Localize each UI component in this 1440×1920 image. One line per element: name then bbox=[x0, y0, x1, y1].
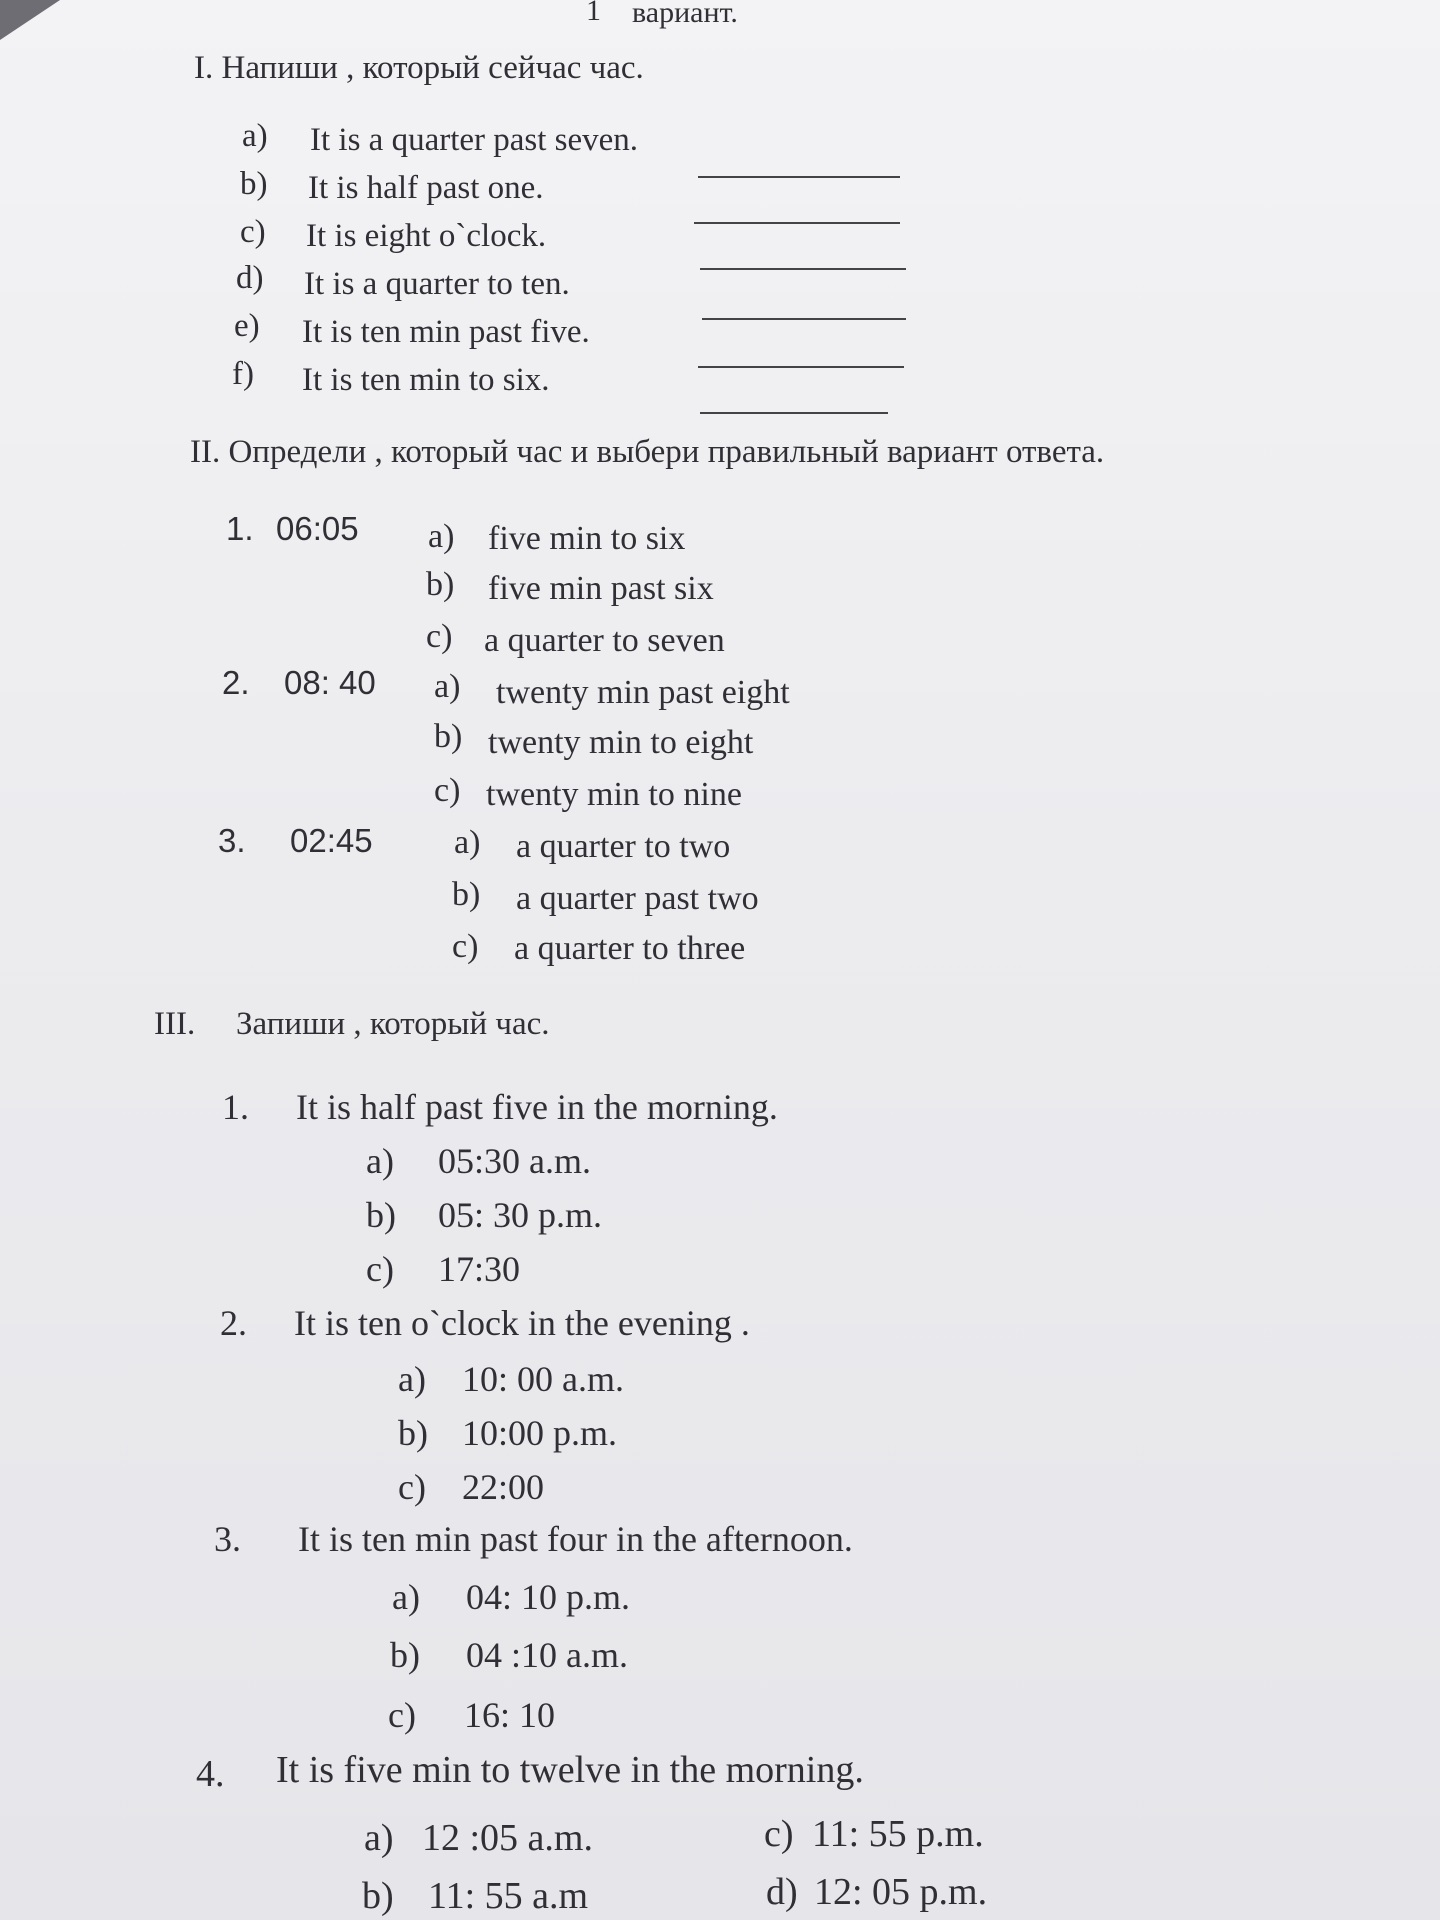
option-letter: b) bbox=[398, 1413, 428, 1453]
option-text: twenty min past eight bbox=[496, 674, 790, 711]
option-letter: b) bbox=[366, 1195, 396, 1235]
option-letter: c) bbox=[366, 1249, 394, 1289]
option-text: a quarter to three bbox=[514, 930, 746, 967]
question-text: It is half past five in the morning. bbox=[296, 1087, 778, 1127]
option-text: a quarter to two bbox=[516, 828, 731, 865]
question-time: 08: 40 bbox=[284, 664, 376, 701]
option-text: a quarter past two bbox=[516, 880, 759, 917]
answer-blank bbox=[694, 222, 900, 224]
option-text: 10:00 p.m. bbox=[462, 1413, 618, 1453]
section-2-title: II. Определи , который час и выбери правильный вариант ответа. bbox=[190, 434, 1105, 470]
option-letter: b) bbox=[452, 876, 481, 913]
answer-blank bbox=[698, 366, 904, 368]
answer-blank bbox=[702, 318, 906, 320]
item-text: It is a quarter past seven. bbox=[310, 122, 639, 158]
option-letter: c) bbox=[452, 928, 479, 965]
option-text: 04 :10 a.m. bbox=[466, 1635, 628, 1675]
option-text: 04: 10 p.m. bbox=[466, 1577, 631, 1617]
answer-blank bbox=[700, 412, 888, 414]
question-text: It is ten min past four in the afternoon. bbox=[298, 1519, 853, 1559]
option-letter: c) bbox=[388, 1695, 416, 1735]
option-letter: c) bbox=[398, 1467, 426, 1507]
option-letter: a) bbox=[434, 668, 461, 705]
option-letter: a) bbox=[398, 1359, 426, 1399]
option-letter: c) bbox=[764, 1813, 794, 1855]
item-letter: a) bbox=[242, 118, 268, 154]
answer-blank bbox=[698, 176, 900, 178]
question-number: 2. bbox=[222, 664, 250, 701]
option-text: 17:30 bbox=[438, 1249, 521, 1289]
question-number: 4. bbox=[196, 1753, 225, 1795]
option-text: twenty min to eight bbox=[488, 724, 754, 761]
page-corner-shadow bbox=[0, 0, 60, 40]
question-number: 3. bbox=[214, 1519, 241, 1559]
option-letter: a) bbox=[364, 1817, 394, 1859]
option-letter: c) bbox=[426, 618, 453, 655]
item-text: It is ten min to six. bbox=[302, 362, 550, 398]
question-text: It is ten o`clock in the evening . bbox=[294, 1303, 750, 1343]
option-letter: a) bbox=[392, 1577, 420, 1617]
option-text: 12: 05 p.m. bbox=[814, 1871, 988, 1913]
option-letter: b) bbox=[390, 1635, 420, 1675]
question-time: 06:05 bbox=[276, 510, 359, 547]
item-text: It is half past one. bbox=[308, 170, 544, 206]
question-number: 1. bbox=[226, 510, 254, 547]
option-letter: a) bbox=[454, 824, 481, 861]
option-letter: b) bbox=[426, 566, 455, 603]
option-text: 22:00 bbox=[462, 1467, 545, 1507]
question-number: 1. bbox=[222, 1087, 249, 1127]
option-letter: b) bbox=[434, 718, 463, 755]
item-text: It is a quarter to ten. bbox=[304, 266, 570, 302]
option-text: 11: 55 p.m. bbox=[812, 1813, 984, 1855]
option-text: 05: 30 p.m. bbox=[438, 1195, 603, 1235]
option-letter: c) bbox=[434, 772, 461, 809]
item-text: It is ten min past five. bbox=[302, 314, 590, 350]
option-letter: b) bbox=[362, 1875, 394, 1917]
answer-blank bbox=[700, 268, 906, 270]
variant-number: 1 bbox=[586, 0, 601, 27]
option-text: 10: 00 a.m. bbox=[462, 1359, 624, 1399]
question-text: It is five min to twelve in the morning. bbox=[276, 1749, 864, 1791]
section-1-title: I. Напиши , который сейчас час. bbox=[194, 50, 644, 86]
option-text: five min to six bbox=[488, 520, 686, 557]
variant-word: вариант. bbox=[632, 0, 738, 29]
section-3-number: III. bbox=[154, 1006, 196, 1042]
option-text: 12 :05 a.m. bbox=[422, 1817, 593, 1859]
option-text: a quarter to seven bbox=[484, 622, 725, 659]
question-number: 3. bbox=[218, 822, 246, 859]
option-letter: a) bbox=[428, 518, 455, 555]
section-3-title: Запиши , который час. bbox=[236, 1006, 550, 1042]
option-text: 05:30 a.m. bbox=[438, 1141, 591, 1181]
option-text: 16: 10 bbox=[464, 1695, 556, 1735]
option-letter: a) bbox=[366, 1141, 394, 1181]
item-letter: d) bbox=[236, 260, 264, 296]
item-letter: c) bbox=[240, 214, 266, 250]
item-text: It is eight o`clock. bbox=[306, 218, 547, 254]
question-number: 2. bbox=[220, 1303, 247, 1343]
item-letter: f) bbox=[232, 356, 254, 392]
option-text: five min past six bbox=[488, 570, 714, 607]
option-text: 11: 55 a.m bbox=[428, 1875, 589, 1917]
item-letter: e) bbox=[234, 308, 260, 344]
item-letter: b) bbox=[240, 166, 268, 202]
option-text: twenty min to nine bbox=[486, 776, 742, 813]
option-letter: d) bbox=[766, 1871, 798, 1913]
question-time: 02:45 bbox=[290, 822, 373, 859]
